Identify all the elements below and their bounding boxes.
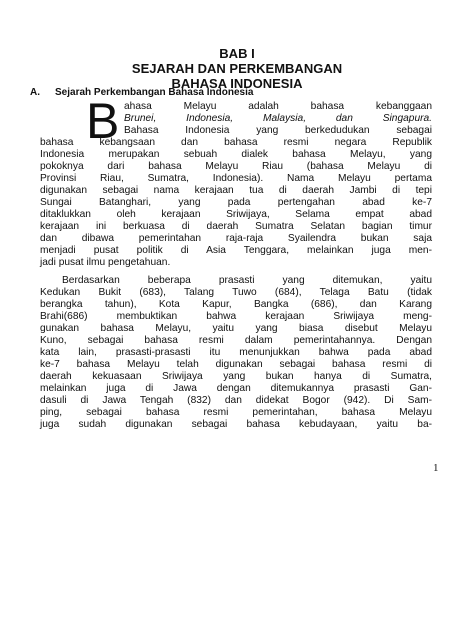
paragraph-1-line: Bahasa Indonesia yang berkedudukan sebagai [124, 125, 432, 136]
paragraph-1-line: ditaklukkan oleh kerajaan Sriwijaya, Selama empat abad [40, 209, 432, 220]
paragraph-1-line: dan dibawa pemerintahan raja-raja Syailendra bukan saja [40, 233, 432, 244]
paragraph-2-line: Brahi(686) membuktikan bahwa kerajaan Sriwijaya meng- [40, 311, 432, 322]
paragraph-2-line: Kuno, sebagai bahasa resmi dalam pemerintahannya. Dengan [40, 335, 432, 346]
paragraph-2-line: daerah kekuasaan Sriwijaya yang bukan hanya di Sumatra, [40, 371, 432, 382]
drop-cap-letter: B [86, 93, 120, 149]
paragraph-1-line: Brunei, Indonesia, Malaysia, dan Singapura. [124, 113, 432, 124]
paragraph-1-line: menjadi pusat politik di Asia Tenggara, melainkan juga men- [40, 245, 432, 256]
paragraph-2-line: gunakan bahasa Melayu, yaitu yang biasa disebut Melayu [40, 323, 432, 334]
paragraph-1-line: jadi pusat ilmu pengetahuan. [40, 257, 171, 268]
paragraph-1-line: Provinsi Riau, Sumatra, Indonesia). Nama Melayu pertama [40, 173, 432, 184]
paragraph-1-line: Indonesia merupakan sebuah dialek bahasa Melayu, yang [40, 149, 432, 160]
paragraph-1-line: pokoknya dari bahasa Melayu Riau (bahasa Melayu di [40, 161, 432, 172]
page-number: 1 [433, 462, 439, 474]
paragraph-2-line: berangka tahun), Kota Kapur, Bangka (686), dan Karang [40, 299, 432, 310]
paragraph-1-line: kerajaan ini berkuasa di daerah Sumatra Selatan bagian timur [40, 221, 432, 232]
paragraph-1-line: bahasa kebangsaan dan bahasa resmi negara Republik [40, 137, 432, 148]
chapter-title-line-1: SEJARAH DAN PERKEMBANGAN [131, 61, 343, 76]
section-title-text: Sejarah Perkembangan Bahasa Indonesia [55, 87, 254, 98]
paragraph-1-line: ahasa Melayu adalah bahasa kebanggaan [124, 101, 432, 112]
paragraph-1-line: digunakan sebagai nama kerajaan tua di daerah Jambi di tepi [40, 185, 432, 196]
paragraph-2-line: dasuli di Jawa Tengah (832) dan didekat Bogor (942). Di Sam- [40, 395, 432, 406]
paragraph-1-line: Sungai Batanghari, yang pada pertengahan abad ke-7 [40, 197, 432, 208]
paragraph-2-line: juga sudah digunakan sebagai bahasa kebudayaan, yaitu ba- [40, 419, 432, 430]
paragraph-2-line: Berdasarkan beberapa prasasti yang ditemukan, yaitu [62, 275, 432, 286]
chapter-label: BAB I [219, 46, 255, 61]
chapter-title-line-2: BAHASA INDONESIA [171, 76, 303, 91]
section-number: A. [30, 87, 40, 98]
paragraph-2-line: melainkan juga di Jawa dengan ditemukannya prasasti Gan- [40, 383, 432, 394]
section-heading [30, 87, 253, 99]
paragraph-2-line: ping, sebagai bahasa resmi pemerintahan, bahasa Melayu [40, 407, 432, 418]
paragraph-2-line: kata lain, prasasti-prasasti itu menunjukkan bahwa pada abad [40, 347, 432, 358]
paragraph-2-line: Kedukan Bukit (683), Talang Tuwo (684), Telaga Batu (tidak [40, 287, 432, 298]
paragraph-2-line: ke-7 bahasa Melayu telah digunakan sebagai bahasa resmi di [40, 359, 432, 370]
